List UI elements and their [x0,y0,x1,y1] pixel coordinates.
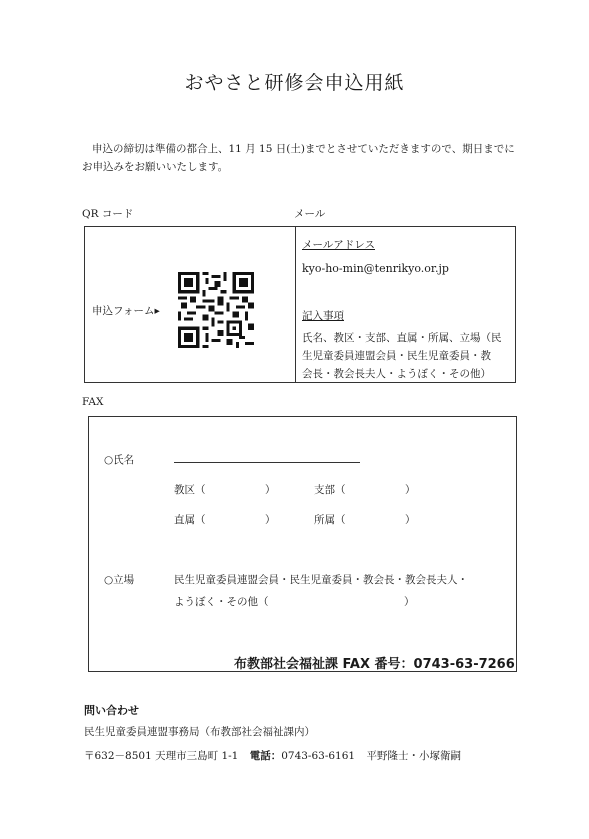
contact-heading: 問い合わせ [84,704,139,717]
shozoku-label: 所属（ [314,514,346,526]
shibu-label: 支部（ [314,484,346,496]
qr-code-icon[interactable] [178,272,254,348]
tel-label: 電話： [249,750,282,762]
fields-line-2: 生児童委員連盟会員・民生児童委員・教 [302,350,491,362]
fields-line-3: 会長・教会長夫人・ようぼく・その他） [302,368,491,380]
contact-address: 〒632－8501 天理市三島町 1-1 [84,750,239,762]
fax-label: 布教部社会福祉課 FAX 番号： [234,657,414,672]
chokuzoku-label: 直属（ [174,514,206,526]
mail-address[interactable]: kyo-ho-min@tenrikyo.or.jp [302,262,449,275]
shibu-close: ） [405,484,416,496]
tel-number: 0743-63-6161 [281,750,356,762]
contact-office: 民生児童委員連盟事務局（布教部社会福祉課内） [84,726,315,738]
position-line-2: ようぼく・その他（ [174,596,269,608]
position-label: ○立場 [104,574,135,586]
name-label: ○氏名 [104,454,135,466]
chokuzoku-close: ） [265,514,276,526]
page-title: おやさと研修会申込用紙 [184,72,405,94]
kyoku-label: 教区（ [174,484,206,496]
fax-number-line [234,653,515,672]
contact-address-line [84,748,461,763]
mail-heading: メール [294,208,326,220]
fields-label: 記入事項 [302,310,344,322]
position-close: ） [404,596,415,608]
deadline-notice: 申込の締切は準備の都合上、11 月 15 日(土)までとさせていただきますので、期日までにお申込みをお願いいたします。 [82,143,515,173]
form-label: 申込フォーム▸ [92,305,160,317]
fields-line-1: 氏名、教区・支部、直属・所属、立場（民 [302,332,502,344]
fax-heading: FAX [82,396,104,408]
kyoku-close: ） [265,484,276,496]
shozoku-close: ） [405,514,416,526]
name-line[interactable] [174,462,360,463]
contact-persons: 平野隆士・小塚衛嗣 [366,750,461,762]
qr-heading: QR コード [82,208,134,220]
fax-number: 0743-63-7266 [413,657,515,672]
fax-form-box [88,416,517,672]
box-divider [295,226,296,383]
mail-address-label: メールアドレス [302,239,375,251]
position-line-1: 民生児童委員連盟会員・民生児童委員・教会長・教会長夫人・ [174,574,468,586]
